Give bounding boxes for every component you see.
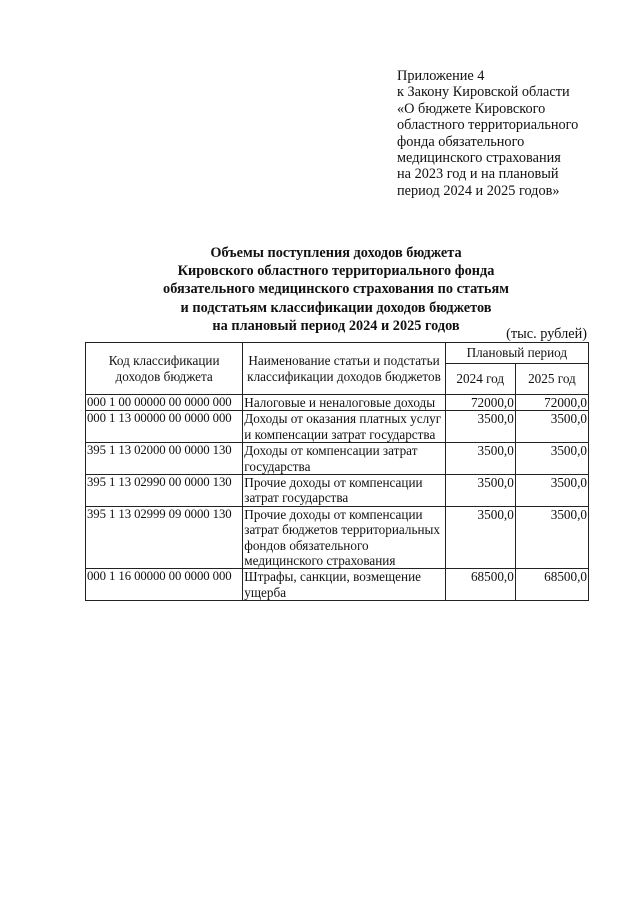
table-row — [86, 475, 589, 507]
cell-2025: 72000,0 — [515, 395, 588, 411]
cell-name: Прочие доходы от компенсации затрат государства — [243, 475, 445, 507]
cell-2025: 3500,0 — [515, 411, 588, 443]
title-line: на плановый период 2024 и 2025 годов — [212, 317, 460, 334]
cell-2024: 3500,0 — [445, 411, 515, 443]
appendix-line: период 2024 и 2025 годов» — [397, 182, 560, 199]
document-title — [120, 244, 552, 335]
title-line: Кировского областного территориального фонда — [177, 263, 495, 280]
cell-2024: 72000,0 — [445, 395, 515, 411]
header-code: Код классификации доходов бюджета — [86, 343, 243, 395]
cell-2025: 68500,0 — [515, 569, 588, 601]
table-row — [86, 443, 589, 475]
table-row — [86, 506, 589, 569]
header-year-2025: 2025 год — [515, 364, 588, 395]
cell-name: Налоговые и неналоговые доходы — [243, 395, 445, 411]
cell-name: Доходы от компенсации затрат государства — [243, 443, 445, 475]
cell-code: 395 1 13 02000 00 0000 130 — [86, 443, 243, 475]
appendix-line: областного территориального — [397, 117, 579, 134]
title-line: Объемы поступления доходов бюджета — [210, 245, 462, 261]
title-line: обязательного медицинского страхования по статьям — [163, 281, 509, 298]
table-header-row — [86, 343, 589, 364]
appendix-line: к Закону Кировской области — [397, 84, 570, 101]
units-label: (тыс. рублей) — [506, 326, 587, 342]
cell-code: 000 1 00 00000 00 0000 000 — [86, 395, 243, 411]
cell-name: Прочие доходы от компенсации затрат бюджетов территориальных фондов обязательного медицинского страхования — [243, 506, 445, 569]
table-row — [86, 411, 589, 443]
title-line: и подстатьям классификации доходов бюджетов — [180, 299, 492, 316]
appendix-note — [397, 68, 622, 199]
table-row — [86, 569, 589, 601]
cell-code: 395 1 13 02999 09 0000 130 — [86, 506, 243, 569]
table-row — [86, 395, 589, 411]
cell-2024: 3500,0 — [445, 475, 515, 507]
appendix-line: фонда обязательного — [397, 133, 525, 150]
cell-2024: 3500,0 — [445, 443, 515, 475]
cell-2024: 68500,0 — [445, 569, 515, 601]
appendix-line: медицинского страхования — [397, 150, 561, 167]
header-year-2024: 2024 год — [445, 364, 515, 395]
cell-2025: 3500,0 — [515, 475, 588, 507]
cell-2024: 3500,0 — [445, 506, 515, 569]
header-period: Плановый период — [445, 343, 588, 364]
income-table — [85, 342, 589, 601]
cell-code: 395 1 13 02990 00 0000 130 — [86, 475, 243, 507]
cell-2025: 3500,0 — [515, 443, 588, 475]
cell-2025: 3500,0 — [515, 506, 588, 569]
cell-name: Штрафы, санкции, возмещение ущерба — [243, 569, 445, 601]
header-name: Наименование статьи и подстатьи классификации доходов бюджетов — [243, 343, 445, 395]
cell-name: Доходы от оказания платных услуг и компенсации затрат государства — [243, 411, 445, 443]
appendix-line: на 2023 год и на плановый — [397, 166, 559, 183]
cell-code: 000 1 16 00000 00 0000 000 — [86, 569, 243, 601]
cell-code: 000 1 13 00000 00 0000 000 — [86, 411, 243, 443]
appendix-line: Приложение 4 — [397, 68, 485, 84]
appendix-line: «О бюджете Кировского — [397, 100, 546, 117]
